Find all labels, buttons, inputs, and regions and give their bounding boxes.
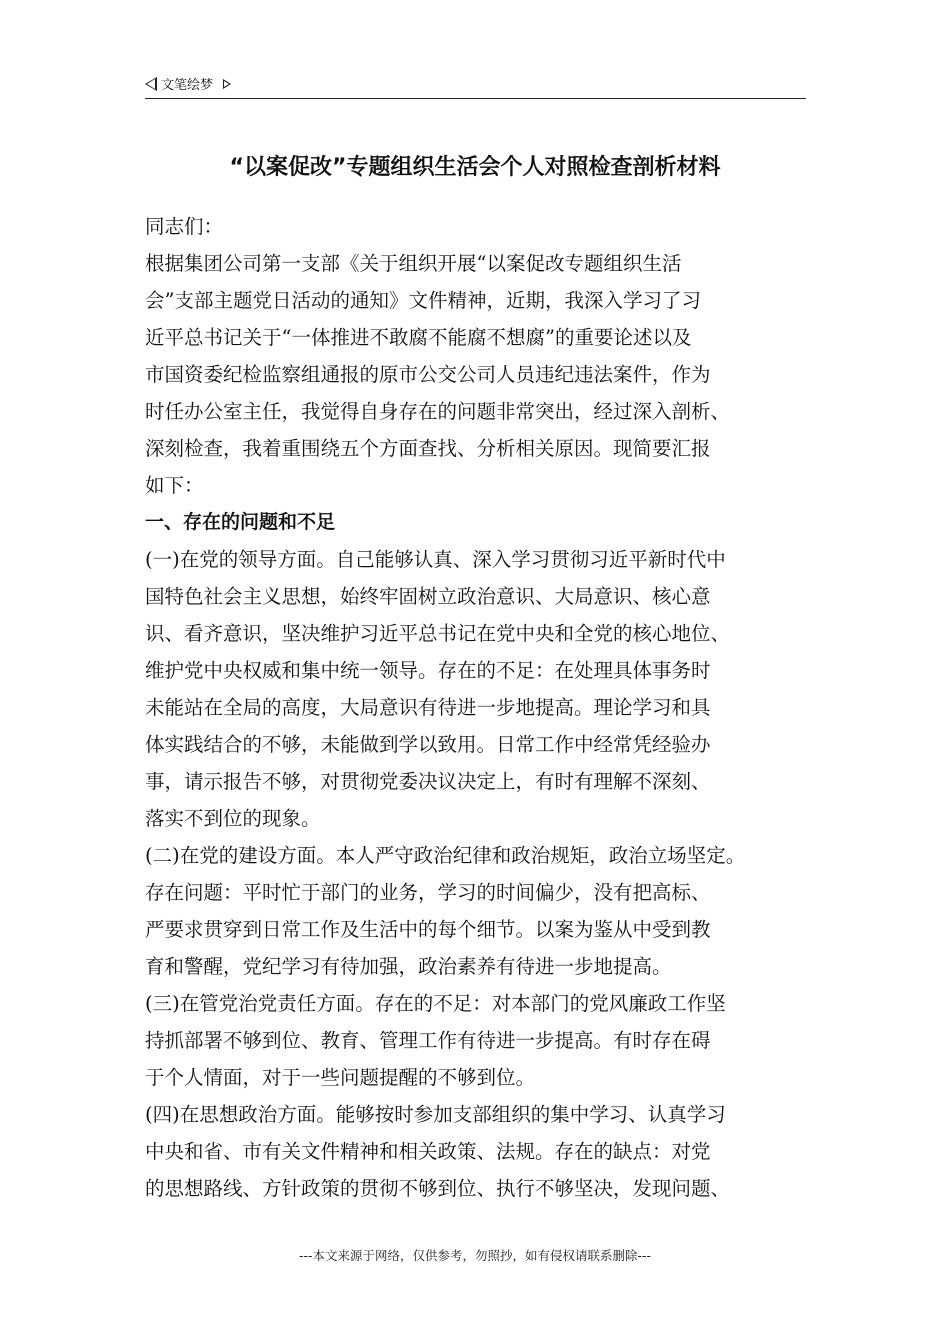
body-line: 持抓部署不够到位、教育、管理工作有待进一步提高。有时存在碍 bbox=[145, 1029, 711, 1052]
document-body bbox=[145, 208, 825, 1207]
body-line: 如下： bbox=[145, 474, 204, 497]
body-line: 事，请示报告不够，对贯彻党委决议决定上，有时有理解不深刻、 bbox=[145, 770, 711, 793]
body-line: 的思想路线、方针政策的贯彻不够到位、执行不够坚决，发现问题、 bbox=[145, 1177, 731, 1200]
body-line: (二)在党的建设方面。本人严守政治纪律和政治规矩，政治立场坚定。 bbox=[145, 844, 746, 867]
body-line: (三)在管党治党责任方面。存在的不足：对本部门的党风廉政工作坚 bbox=[145, 992, 726, 1015]
body-line: (一)在党的领导方面。自己能够认真、深入学习贯彻习近平新时代中 bbox=[145, 548, 726, 571]
body-line: 同志们： bbox=[145, 215, 224, 238]
body-line: 会”支部主题党日活动的通知》文件精神，近期，我深入学习了习 bbox=[145, 289, 701, 312]
header-brand bbox=[145, 74, 231, 93]
document-title: “以案促改”专题组织生活会个人对照检查剖析材料 bbox=[229, 155, 721, 180]
body-line: 近平总书记关于“一体推进不敢腐不能腐不想腐”的重要论述以及 bbox=[145, 326, 692, 349]
body-line: 市国资委纪检监察组通报的原市公交公司人员违纪违法案件，作为 bbox=[145, 363, 711, 386]
body-line: 育和警醒，党纪学习有待加强，政治素养有待进一步地提高。 bbox=[145, 955, 672, 978]
body-line: 落实不到位的现象。 bbox=[145, 807, 321, 830]
body-line: 根据集团公司第一支部《关于组织开展“以案促改专题组织生活 bbox=[145, 252, 682, 275]
body-line: 中央和省、市有关文件精神和相关政策、法规。存在的缺点：对党 bbox=[145, 1140, 711, 1163]
body-line: 识、看齐意识，坚决维护习近平总书记在党中央和全党的核心地位、 bbox=[145, 622, 731, 645]
body-line: 体实践结合的不够，未能做到学以致用。日常工作中经常凭经验办 bbox=[145, 733, 711, 756]
section-heading: 一、存在的问题和不足 bbox=[145, 511, 336, 533]
page-footer: ---本文来源于网络，仅供参考，勿照抄，如有侵权请联系删除--- bbox=[298, 1248, 652, 1263]
body-line: 存在问题：平时忙于部门的业务，学习的时间偏少，没有把高标、 bbox=[145, 881, 711, 904]
body-line: 于个人情面，对于一些问题提醒的不够到位。 bbox=[145, 1066, 536, 1089]
triangle-right-icon bbox=[223, 79, 231, 89]
body-line: 时任办公室主任，我觉得自身存在的问题非常突出，经过深入剖析、 bbox=[145, 400, 731, 423]
brand-text: 文笔绘梦 bbox=[161, 78, 214, 93]
body-line: 未能站在全局的高度，大局意识有待进一步地提高。理论学习和具 bbox=[145, 696, 711, 719]
body-line: 国特色社会主义思想，始终牢固树立政治意识、大局意识、核心意 bbox=[145, 585, 711, 608]
body-line: 深刻检查，我着重围绕五个方面查找、分析相关原因。现简要汇报 bbox=[145, 437, 711, 460]
body-line: 严要求贯穿到日常工作及生活中的每个细节。以案为鉴从中受到教 bbox=[145, 918, 711, 941]
page-header bbox=[145, 72, 806, 99]
body-line: (四)在思想政治方面。能够按时参加支部组织的集中学习、认真学习 bbox=[145, 1103, 726, 1126]
triangle-left-icon bbox=[145, 77, 157, 91]
body-line: 维护党中央权威和集中统一领导。存在的不足：在处理具体事务时 bbox=[145, 659, 711, 682]
